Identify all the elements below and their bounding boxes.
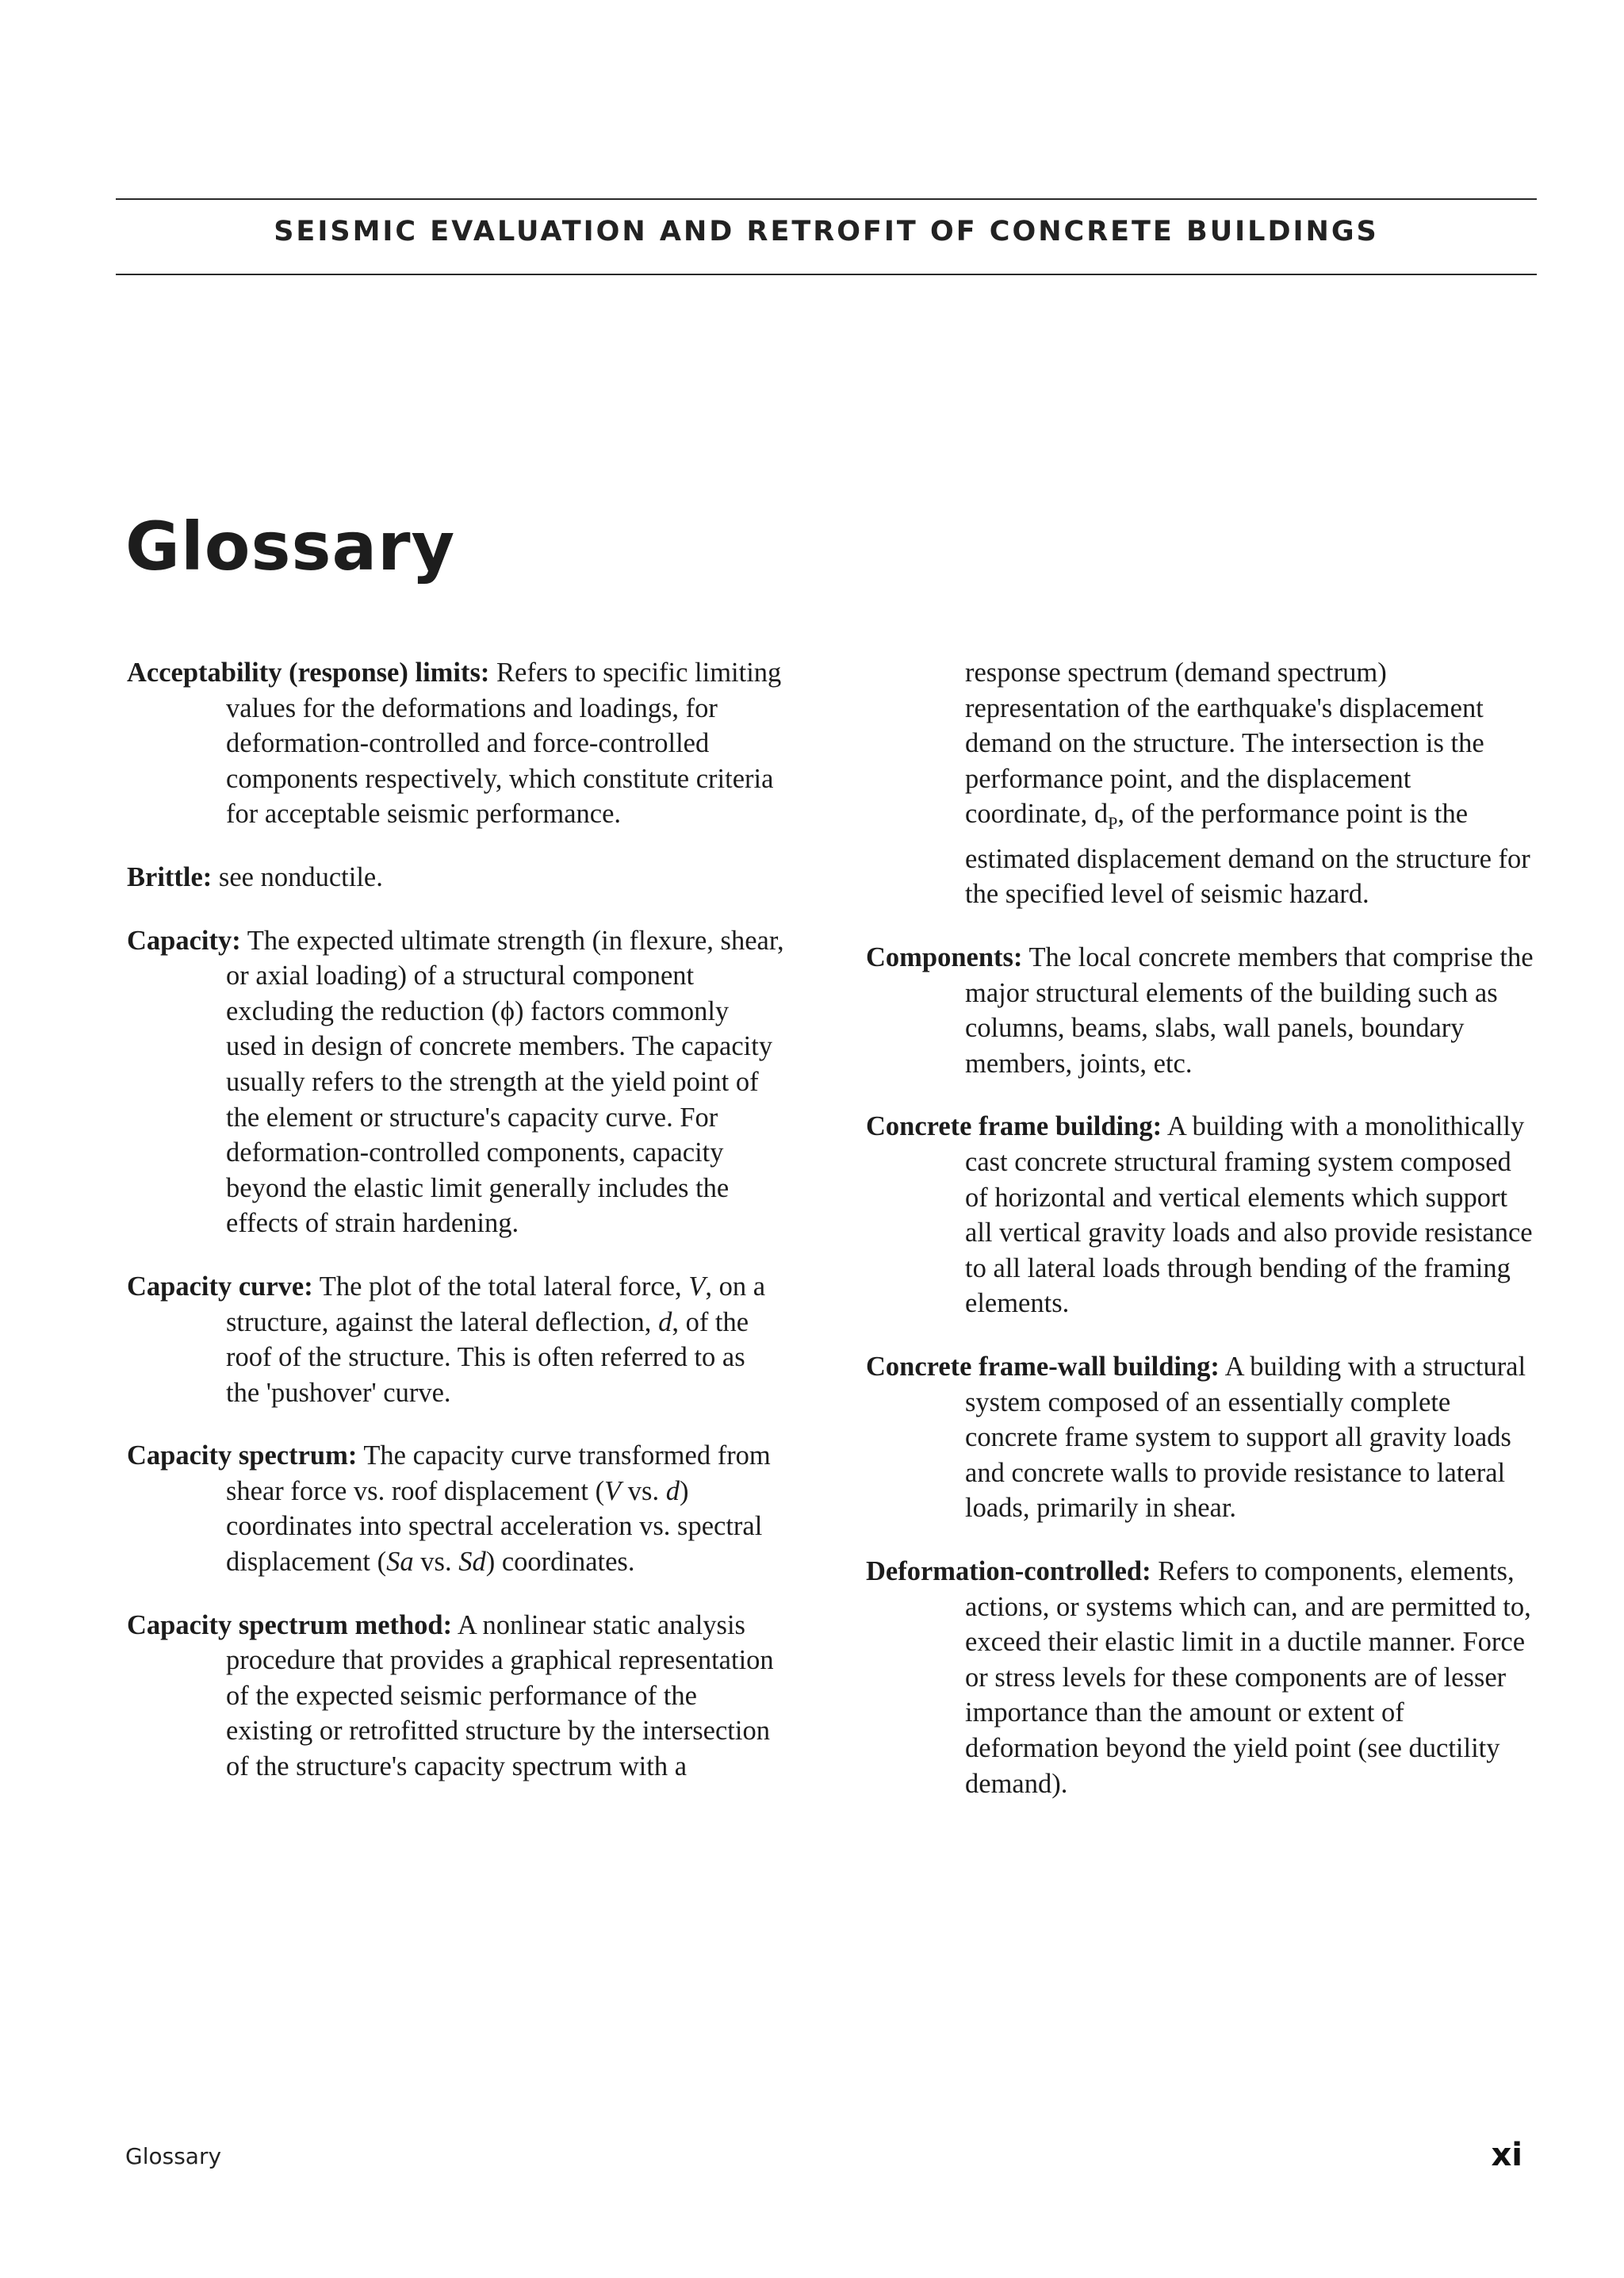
glossary-definition: A building with a structural system composed of an essentially complete concrete frame system to support all gravity loads and concrete walls to provide resistance to lateral loads, primarily in shear. (965, 1351, 1526, 1524)
glossary-definition-text: , on a structure, against the lateral deflection, (226, 1271, 766, 1337)
glossary-definition: The expected ultimate strength (in flexure, shear, or axial loading) of a structural component excluding the reduction (ϕ) factors commonly used in design of concrete members. The capacity usually refers to the strength at the yield point of the element or structure's capacity curve. For deformation-controlled components, capacity beyond the elastic limit generally includes the effects of strain hardening. (226, 925, 784, 1239)
glossary-definition: Refers to components, elements, actions, or systems which can, and are permitted to, exceed their elastic limit in a ductile manner. Force or stress levels for these components are of lesser importance than the amount or extent of deformation beyond the yield point (see ductility demand). (965, 1555, 1531, 1799)
glossary-definition-text: ) coordinates. (485, 1547, 635, 1578)
glossary-definition: A building with a monolithically cast concrete structural framing system composed of horizontal and vertical elements which support all vertical gravity loads and also provide resistance to all lateral loads through bending of the framing elements. (965, 1111, 1533, 1319)
header-rule-bottom (116, 274, 1537, 275)
symbol-displacement-d: d (665, 1475, 680, 1506)
glossary-term: Components: (866, 942, 1023, 973)
section-title: Glossary (125, 508, 456, 585)
glossary-term: Concrete frame-wall building: (866, 1351, 1220, 1382)
right-column (866, 655, 1540, 1829)
glossary-definition: see nonductile. (218, 861, 383, 892)
glossary-definition-text: The plot of the total lateral force, (319, 1271, 689, 1302)
glossary-definition-continued (866, 655, 1540, 912)
glossary-term: Capacity curve: (127, 1271, 313, 1302)
glossary-term: Capacity spectrum method: (127, 1609, 453, 1640)
glossary-entry-acceptability-limits (127, 655, 785, 832)
glossary-term: Deformation-controlled: (866, 1555, 1151, 1586)
glossary-definition-text: response spectrum (demand spectrum) representation of the earthquake's displacement demand on the structure. The intersection is the performance point, and the displacement coordinate, d (965, 658, 1484, 830)
glossary-definition-text: , of the roof of the structure. This is often referred to as the 'pushover' curve. (226, 1306, 749, 1408)
glossary-entry-capacity-spectrum-method (127, 1608, 785, 1785)
footer-section-name: Glossary (125, 2143, 222, 2169)
glossary-term: Acceptability (response) limits: (127, 658, 490, 688)
glossary-entry-brittle (127, 860, 785, 895)
symbol-spectral-displacement: Sd (458, 1547, 486, 1578)
glossary-entry-concrete-frame-building (866, 1109, 1540, 1321)
glossary-entry-capacity-spectrum (127, 1438, 785, 1579)
running-header: SEISMIC EVALUATION AND RETROFIT OF CONCRETE BUILDINGS (274, 216, 1379, 247)
glossary-definition-text: The capacity curve transformed from shear force vs. roof displacement ( (226, 1440, 771, 1506)
glossary-definition-text: , of the performance point is the estimated displacement demand on the structure for the specified level of seismic hazard. (965, 799, 1530, 910)
glossary-entry-capacity-curve (127, 1269, 785, 1410)
glossary-entry-deformation-controlled (866, 1554, 1540, 1801)
glossary-term: Brittle: (127, 861, 213, 892)
header-rule-top (116, 198, 1537, 200)
page-number: xi (1491, 2137, 1522, 2173)
glossary-entry-components (866, 940, 1540, 1081)
symbol-performance-subscript: P (1108, 813, 1118, 834)
glossary-definition: A nonlinear static analysis procedure that provides a graphical representation of the expected seismic performance of the existing or retrofitted structure by the intersection of the structure's capacity spectrum with a (226, 1609, 774, 1782)
symbol-force-v: V (688, 1271, 706, 1302)
glossary-term: Concrete frame building: (866, 1111, 1162, 1142)
symbol-spectral-acceleration: Sa (386, 1547, 414, 1578)
symbol-force-v: V (604, 1475, 622, 1506)
glossary-definition-text: ) coordinates into spectral acceleration vs. spectral displacement ( (226, 1475, 763, 1578)
glossary-definition: Refers to specific limiting values for the deformations and loadings, for deformation-controlled and force-controlled components respectively, which constitute criteria for acceptable seismic performance. (226, 658, 782, 830)
symbol-deflection-d: d (658, 1306, 672, 1337)
glossary-definition-text: vs. (413, 1547, 459, 1578)
glossary-term: Capacity spectrum: (127, 1440, 358, 1471)
glossary-term: Capacity: (127, 925, 241, 956)
left-column (127, 655, 785, 1812)
glossary-entry-concrete-frame-wall-building (866, 1349, 1540, 1526)
glossary-definition-text: vs. (621, 1475, 666, 1506)
glossary-definition: The local concrete members that comprise the major structural elements of the building such as columns, beams, slabs, wall panels, boundary members, joints, etc. (965, 942, 1534, 1079)
glossary-entry-capacity (127, 923, 785, 1241)
